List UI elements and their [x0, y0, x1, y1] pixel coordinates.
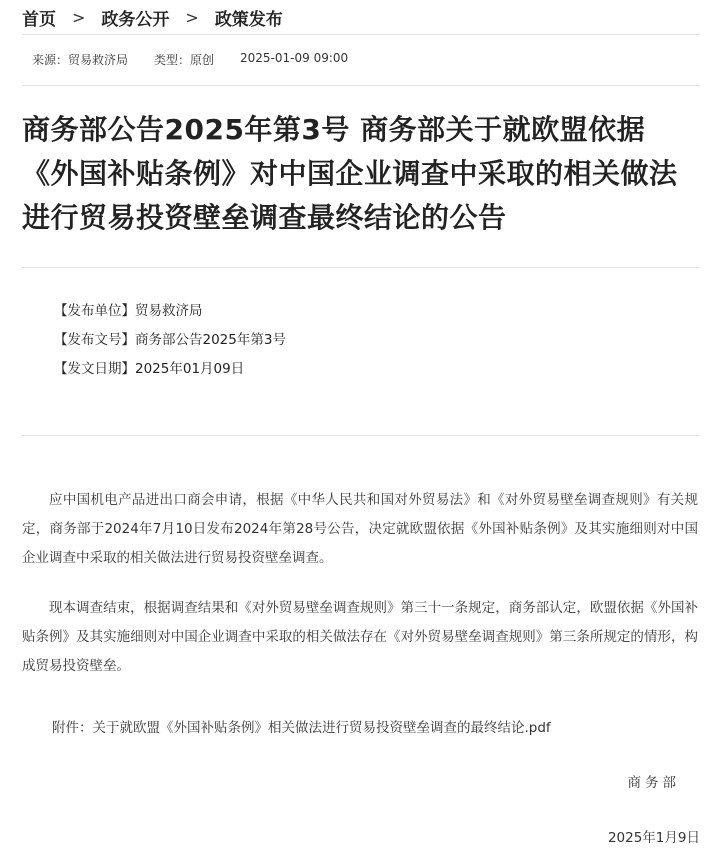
breadcrumb-gov-affairs-link[interactable]: 政务公开	[101, 9, 170, 30]
page-title: 商务部公告2025年第3号 商务部关于就欧盟依据《外国补贴条例》对中国企业调查中采取的相关做法进行贸易投资壁垒调查最终结论的公告	[22, 113, 678, 234]
signature-date: 2025年1月9日	[607, 830, 700, 846]
article-meta	[32, 51, 374, 68]
info-doc-number: 【发布文号】商务部公告2025年第3号	[54, 332, 286, 348]
breadcrumb-separator-icon: >	[185, 7, 199, 27]
meta-source: 来源：贸易救济局	[32, 53, 129, 67]
title-divider	[22, 267, 700, 268]
breadcrumb	[22, 0, 283, 34]
info-issue-date: 【发文日期】2025年01月09日	[54, 361, 245, 377]
breadcrumb-separator-icon: >	[72, 7, 86, 27]
info-issuer: 【发布单位】贸易救济局	[54, 303, 203, 319]
attachment	[52, 716, 551, 736]
meta-divider	[22, 85, 700, 86]
meta-datetime: 2025-01-09 09:00	[240, 51, 349, 65]
breadcrumb-divider	[22, 34, 700, 35]
body-paragraph: 应中国机电产品进出口商会申请，根据《中华人民共和国对外贸易法》和《对外贸易壁垒调查规则》有关规定，商务部于2024年7月10日发布2024年第28号公告，决定就欧盟依据《外国补贴条例》及其实施细则对中国企业调查中采取的相关做法进行贸易投资壁垒调查。	[22, 492, 698, 566]
body-paragraph: 现本调查结束，根据调查结果和《对外贸易壁垒调查规则》第三十一条规定，商务部认定，欧盟依据《外国补贴条例》及其实施细则对中国企业调查中采取的相关做法存在《对外贸易壁垒调查规则》第三条所规定的情形，构成贸易投资壁垒。	[22, 600, 698, 674]
attachment-pdf-link[interactable]: 关于就欧盟《外国补贴条例》相关做法进行贸易投资壁垒调查的最终结论.pdf	[92, 720, 551, 736]
document-info	[54, 297, 286, 384]
breadcrumb-home-link[interactable]: 首页	[22, 9, 56, 30]
article-body	[22, 486, 698, 681]
signature-org: 商务部	[627, 775, 680, 791]
attachment-label: 附件：	[52, 720, 93, 736]
breadcrumb-policy-release-link[interactable]: 政策发布	[214, 9, 283, 30]
meta-type: 类型：原创	[154, 53, 215, 67]
info-divider	[22, 435, 700, 436]
